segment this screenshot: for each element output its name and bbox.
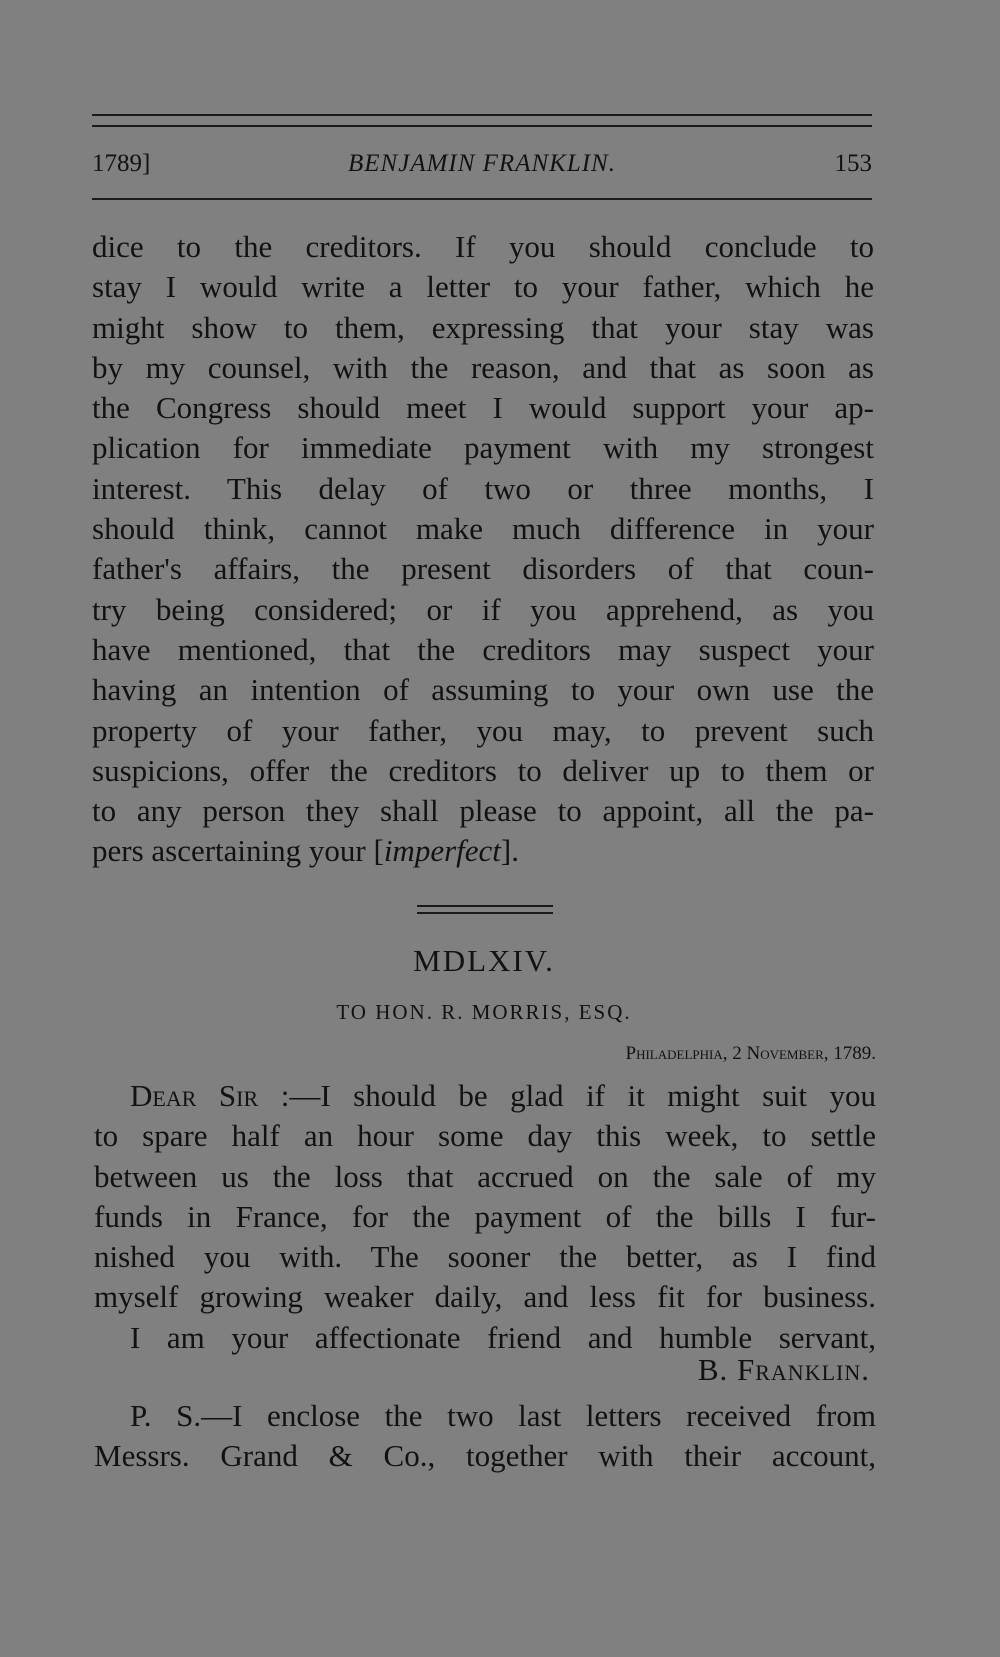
section-divider-top [417, 905, 553, 907]
letter-number: MDLXIV. [413, 943, 555, 978]
text-line: to spare half an hour some day this week, to settle [94, 1118, 876, 1154]
page-number: 153 [834, 150, 872, 177]
text-line: try being considered; or if you apprehend, as you [92, 591, 874, 627]
text-line: suspicions, offer the creditors to deliver up to them or [92, 752, 874, 788]
text-line: might show to them, expressing that your stay was [92, 309, 874, 345]
postscript-line: Messrs. Grand & Co., together with their account, [94, 1438, 876, 1474]
text-line: property of your father, you may, to prevent such [92, 712, 874, 748]
letter-addressee: TO HON. R. MORRIS, ESQ. [336, 1000, 632, 1024]
salutation-continuation: :—I should be glad if it might suit you [280, 1078, 876, 1113]
text-line: having an intention of assuming to your own use the [92, 672, 874, 708]
text-line: should think, cannot make much difference in your [92, 511, 874, 547]
section-divider-bottom [417, 912, 553, 914]
italic-word: imperfect [383, 833, 501, 869]
salutation: Dear Sir [130, 1078, 259, 1113]
closing-line: I am your affectionate friend and humble servant, [130, 1319, 876, 1355]
running-header [92, 150, 872, 190]
text-line: stay I would write a letter to your father, which he [92, 269, 874, 305]
text-line: funds in France, for the payment of the bills I fur- [94, 1198, 876, 1234]
header-bottom-rule [92, 198, 872, 200]
text-line: interest. This delay of two or three months, I [92, 470, 874, 506]
top-rule-inner [92, 125, 872, 127]
letter-dateline: Philadelphia, 2 November, 1789. [625, 1043, 876, 1064]
top-rule-outer [92, 114, 872, 116]
text-line: to any person they shall please to appoint, all the pa- [92, 793, 874, 829]
signature: B. Franklin. [697, 1352, 870, 1387]
text-line: father's affairs, the present disorders of that coun- [92, 551, 874, 587]
text-line: myself growing weaker daily, and less fit for business. [94, 1279, 876, 1315]
continued-letter-text [92, 227, 874, 872]
text-line: the Congress should meet I would support your ap- [92, 390, 874, 426]
header-year: 1789] [92, 150, 151, 177]
text-line: dice to the creditors. If you should conclude to [92, 229, 874, 264]
header-title: BENJAMIN FRANKLIN. [348, 150, 616, 177]
text-line: have mentioned, that the creditors may suspect your [92, 631, 874, 667]
text-line: plication for immediate payment with my strongest [92, 430, 874, 466]
postscript-line: P. S.—I enclose the two last letters received from [130, 1398, 876, 1433]
postscript [94, 1396, 876, 1477]
letter-text [94, 1076, 876, 1358]
text-line: by my counsel, with the reason, and that as soon as [92, 349, 874, 385]
text-line: between us the loss that accrued on the sale of my [94, 1158, 876, 1194]
text-line-last: pers ascertaining your [imperfect]. [92, 833, 519, 869]
text-line-salutation [94, 1076, 876, 1116]
text-line: nished you with. The sooner the better, as I find [94, 1239, 876, 1275]
